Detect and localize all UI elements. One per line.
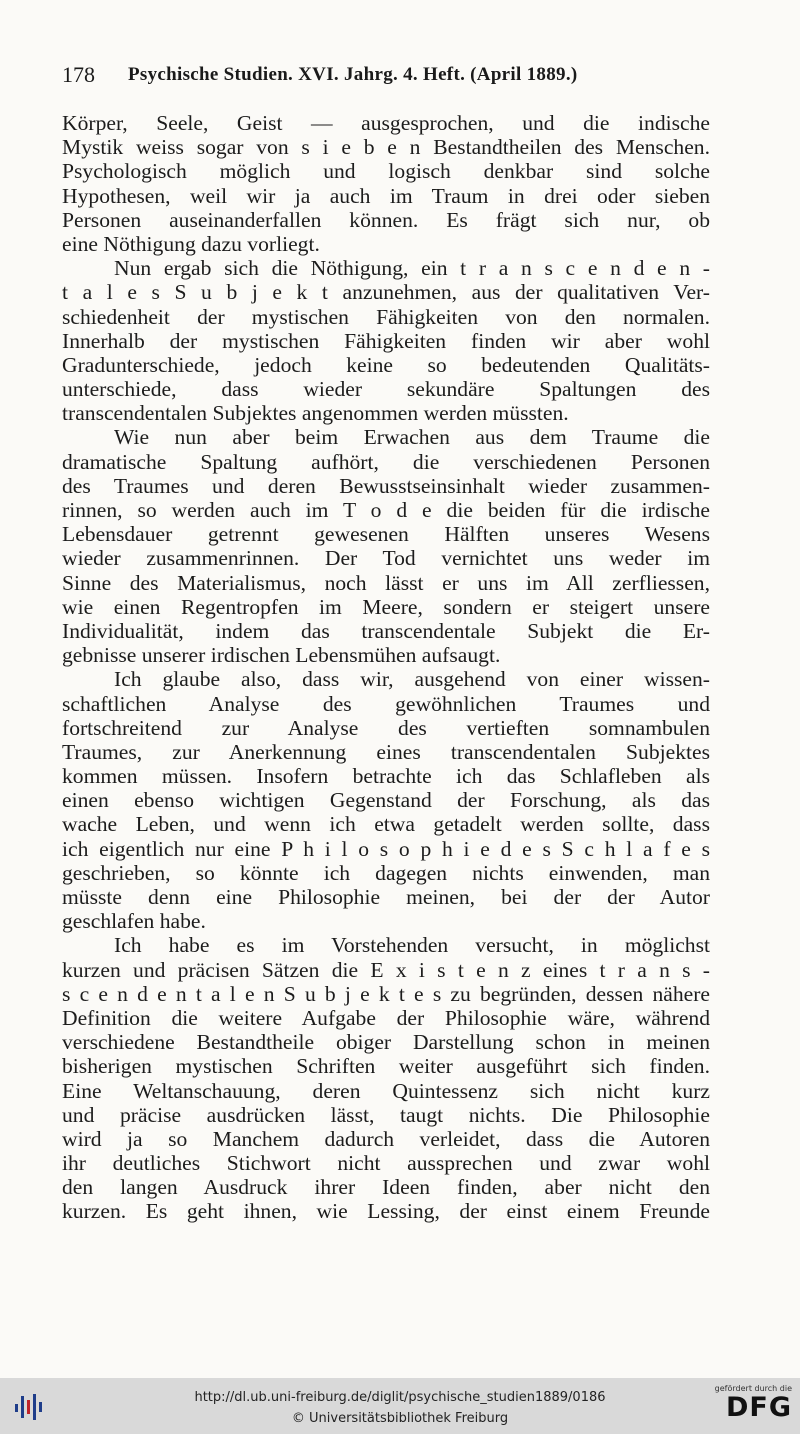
text-line: Personen auseinanderfallen können. Es frägt sich nur, ob (62, 207, 710, 232)
text-line: s c e n d e n t a l e n S u b j e k t e s zu begründen, dessen nähere (62, 981, 710, 1006)
text-line: Individualität, indem das transcendentale Subjekt die Er- (62, 618, 710, 643)
source-url-link[interactable]: http://dl.ub.uni-freiburg.de/diglit/psychische_studien1889/0186 (194, 1390, 606, 1405)
text-line: Lebensdauer getrennt gewesenen Hälften unseres Wesens (62, 522, 710, 547)
page-number: 178 (62, 62, 95, 87)
dfg-wordmark: DFG (725, 1392, 792, 1423)
text-line: Psychologisch möglich und logisch denkbar sind solche (62, 159, 710, 184)
text-line: verschiedene Bestandtheile obiger Darstellung schon in meinen (62, 1030, 710, 1055)
text-line: transcendentalen Subjektes angenommen werden müssten. (62, 401, 569, 426)
text-line: schaftlichen Analyse des gewöhnlichen Traumes und (62, 691, 710, 716)
text-line: fortschreitend zur Analyse des vertieften somnambulen (62, 715, 710, 740)
text-line: bisherigen mystischen Schriften weiter ausgeführt sich finden. (62, 1054, 710, 1079)
text-line: einen ebenso wichtigen Gegenstand der Forschung, als das (62, 788, 710, 813)
text-line: rinnen, so werden auch im T o d e die beiden für die irdische (62, 498, 710, 522)
text-line: wache Leben, und wenn ich etwa getadelt werden sollte, dass (62, 812, 710, 837)
text-line: Ich glaube also, dass wir, ausgehend von einer wissen- (114, 667, 710, 692)
text-line: unterschiede, dass wieder sekundäre Spaltungen des (62, 377, 710, 402)
text-line: t a l e s S u b j e k t anzunehmen, aus der qualitativen Ver- (62, 280, 710, 305)
text-line: geschlafen habe. (62, 909, 206, 934)
text-line: Eine Weltanschauung, deren Quintessenz sich nicht kurz (62, 1078, 710, 1103)
text-line: Nun ergab sich die Nöthigung, ein t r a n s c e n d e n - (114, 256, 710, 281)
text-line: Ich habe es im Vorstehenden versucht, in möglichst (114, 933, 710, 958)
copyright-notice: © Universitätsbibliothek Freiburg (291, 1411, 509, 1426)
text-line: wird ja so Manchem dadurch verleidet, dass die Autoren (62, 1126, 710, 1151)
body-text (62, 111, 710, 1224)
dfg-logo-icon (704, 1384, 792, 1430)
text-line: Hypothesen, weil wir ja auch im Traum in drei oder sieben (62, 183, 710, 208)
running-head: Psychische Studien. XVI. Jahrg. 4. Heft. (April 1889.) (128, 64, 578, 85)
text-line: kurzen. Es geht ihnen, wie Lessing, der einst einem Freunde (62, 1199, 710, 1224)
text-line: den langen Ausdruck ihrer Ideen finden, aber nicht den (62, 1175, 710, 1200)
text-line: kommen müssen. Insofern betrachte ich das Schlafleben als (62, 764, 710, 789)
text-line: wie einen Regentropfen im Meere, sondern er steigert unsere (62, 594, 710, 619)
text-line: wieder zusammenrinnen. Der Tod vernichtet uns weder im (62, 546, 710, 571)
text-line: müsste denn eine Philosophie meinen, bei der der Autor (62, 885, 710, 909)
text-line: Körper, Seele, Geist — ausgesprochen, und die indische (62, 111, 710, 135)
viewer-footer (0, 1378, 800, 1434)
text-line: und präcise ausdrücken lässt, taugt nichts. Die Philosophie (62, 1102, 710, 1127)
text-line: Mystik weiss sogar von s i e b e n Bestandtheilen des Menschen. (62, 135, 710, 160)
text-line: Traumes, zur Anerkennung eines transcendentalen Subjektes (62, 739, 710, 764)
text-line: ich eigentlich nur eine P h i l o s o p h i e d e s S c h l a f e s (62, 836, 710, 861)
page-header (62, 62, 710, 92)
text-line: Definition die weitere Aufgabe der Philosophie wäre, während (62, 1005, 710, 1030)
text-line: geschrieben, so könnte ich dagegen nichts einwenden, man (62, 860, 710, 885)
text-line: Sinne des Materialismus, noch lässt er uns im All zerfliessen, (62, 570, 710, 595)
text-line: kurzen und präcisen Sätzen die E x i s t e n z eines t r a n s - (62, 957, 710, 982)
text-line: ihr deutliches Stichwort nicht aussprechen und zwar wohl (62, 1151, 710, 1176)
text-line: dramatische Spaltung aufhört, die verschiedenen Personen (62, 449, 710, 474)
funding-caption: gefördert durch die (714, 1384, 792, 1393)
text-line: gebnisse unserer irdischen Lebensmühen aufsaugt. (62, 643, 501, 668)
text-line: eine Nöthigung dazu vorliegt. (62, 231, 320, 256)
text-line: Innerhalb der mystischen Fähigkeiten finden wir aber wohl (62, 328, 710, 353)
text-line: Gradunterschiede, jedoch keine so bedeutenden Qualitäts- (62, 352, 710, 377)
text-line: Wie nun aber beim Erwachen aus dem Traume die (114, 425, 710, 450)
text-line: des Traumes und deren Bewusstseinsinhalt wieder zusammen- (62, 473, 710, 498)
text-line: schiedenheit der mystischen Fähigkeiten von den normalen. (62, 304, 710, 329)
